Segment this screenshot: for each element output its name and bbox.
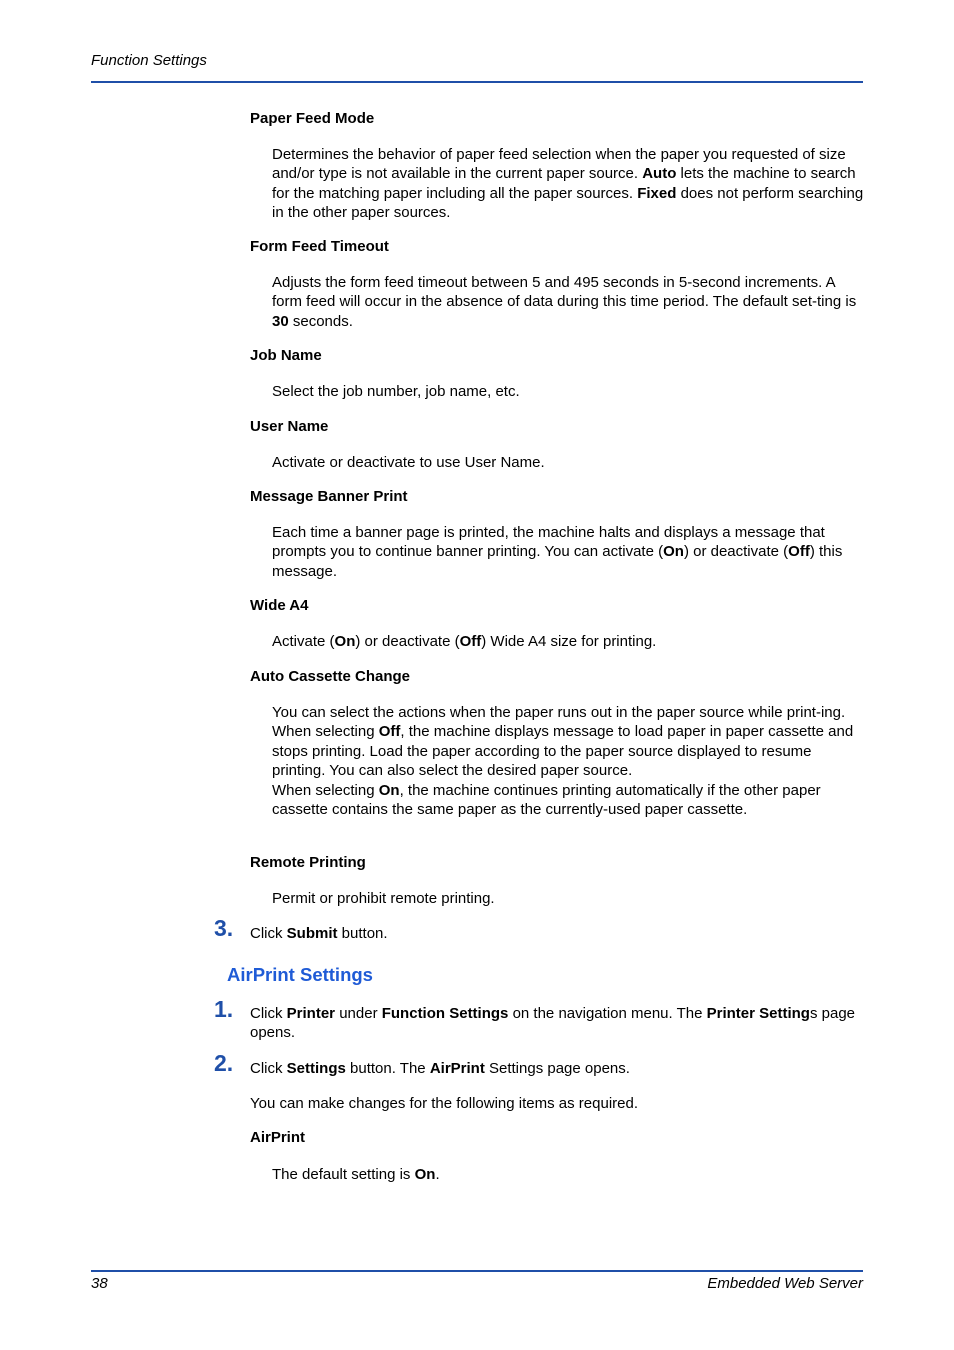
desc-form-feed-timeout: Adjusts the form feed timeout between 5 and 495 seconds in 5-second increments. A form feed will occur in the absence of data during this time period. The default set-ting is 30 seconds. [272, 274, 857, 330]
term-airprint: AirPrint [250, 1129, 306, 1146]
desc-job-name: Select the job number, job name, etc. [272, 383, 520, 400]
desc-airprint: The default setting is On. [272, 1166, 440, 1183]
running-header: Function Settings [91, 52, 207, 69]
footer-doc-title: Embedded Web Server [707, 1275, 863, 1292]
term-paper-feed-mode: Paper Feed Mode [250, 110, 375, 127]
auto-cassette-line-3: When selecting On, the machine continues printing automatically if the other paper cassette contains the same paper as the currently-used paper cassette. [272, 781, 821, 819]
footer-rule [91, 1270, 863, 1272]
desc-auto-cassette-change [272, 703, 867, 819]
step-1-text: Click Printer under Function Settings on the navigation menu. The Printer Settings page opens. [250, 1005, 856, 1042]
term-form-feed-timeout: Form Feed Timeout [250, 238, 389, 255]
term-message-banner-print: Message Banner Print [250, 488, 408, 505]
step-number-3: 3. [214, 915, 234, 941]
desc-user-name: Activate or deactivate to use User Name. [272, 454, 545, 471]
term-job-name: Job Name [250, 347, 322, 364]
desc-remote-printing: Permit or prohibit remote printing. [272, 890, 495, 907]
term-wide-a4: Wide A4 [250, 597, 309, 614]
term-user-name: User Name [250, 418, 329, 435]
section-heading-airprint-settings: AirPrint Settings [227, 964, 373, 985]
auto-cassette-line-2: When selecting Off, the machine displays message to load paper in paper cassette and stops printing. Load the paper according to the paper source displayed to resume printing. You can also select the desired paper source. [272, 723, 854, 780]
step-number-2: 2. [214, 1050, 234, 1076]
step-2-text: Click Settings button. The AirPrint Settings page opens. [250, 1060, 630, 1077]
step-3-text: Click Submit button. [250, 925, 388, 942]
step-number-1: 1. [214, 996, 234, 1022]
auto-cassette-line-1: You can select the actions when the paper runs out in the paper source while print-ing. [272, 704, 846, 721]
header-rule [91, 81, 863, 83]
desc-message-banner-print: Each time a banner page is printed, the machine halts and displays a message that prompts you to continue banner printing. You can activate (On) or deactivate (Off) this message. [272, 524, 843, 580]
desc-wide-a4: Activate (On) or deactivate (Off) Wide A4 size for printing. [272, 633, 657, 650]
term-auto-cassette-change: Auto Cassette Change [250, 668, 411, 685]
airprint-intro: You can make changes for the following items as required. [250, 1095, 639, 1112]
desc-paper-feed-mode: Determines the behavior of paper feed selection when the paper you requested of size and/or type is not available in the current paper source. Auto lets the machine to search for the matching paper including all the paper sources. Fixed does not perform searching in the other paper sources. [272, 146, 864, 222]
term-remote-printing: Remote Printing [250, 854, 366, 871]
page-number: 38 [91, 1275, 108, 1292]
